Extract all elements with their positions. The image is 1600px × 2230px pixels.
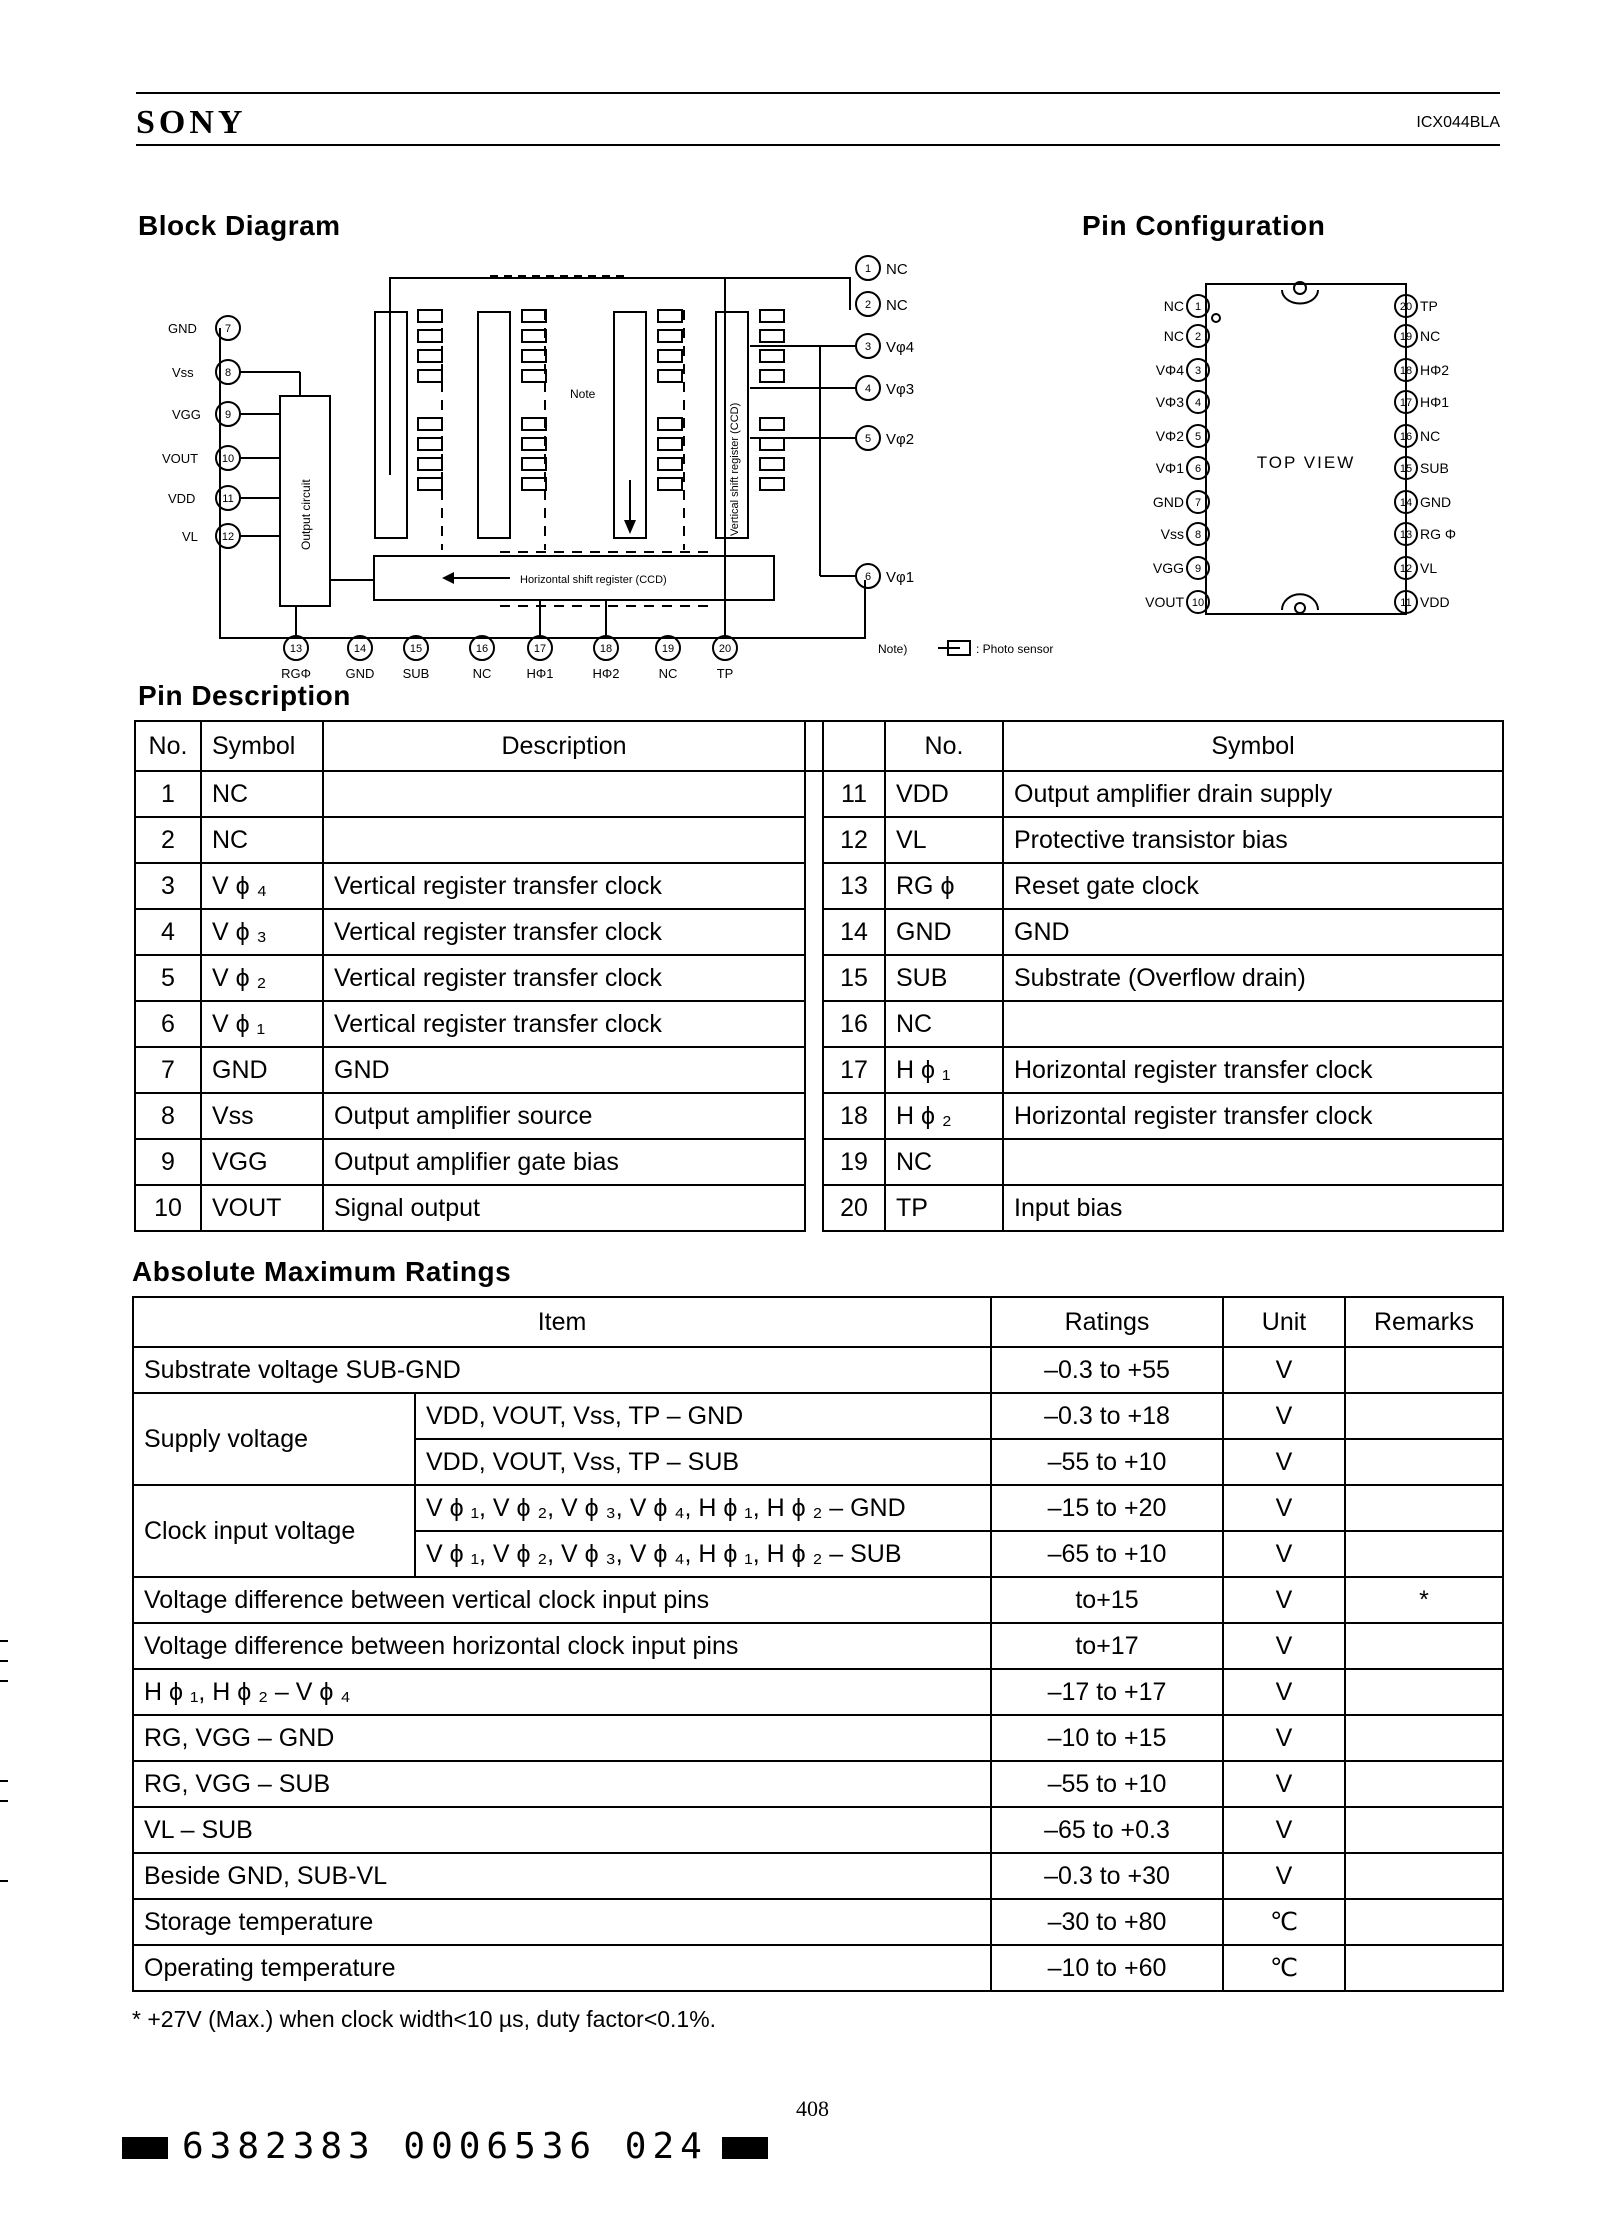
bd-right-pin-label: NC xyxy=(886,261,908,278)
rating-item: V ϕ ₁, V ϕ ₂, V ϕ ₃, V ϕ ₄, H ϕ ₁, H ϕ ₂ – GND xyxy=(415,1485,991,1531)
pin-symbol-cell: VL xyxy=(885,817,1003,863)
rating-value: –0.3 to +55 xyxy=(991,1347,1223,1393)
bd-pin-number: 5 xyxy=(864,433,872,445)
pin-description-table xyxy=(134,720,1504,1232)
pin-symbol-cell: GND xyxy=(201,1047,323,1093)
pc-pin-number: 17 xyxy=(1399,397,1413,409)
rating-unit: ℃ xyxy=(1223,1899,1345,1945)
brand-logo: SONY xyxy=(136,104,247,141)
table-row xyxy=(135,863,1503,909)
pin-symbol-cell: NC xyxy=(885,1139,1003,1185)
pc-left-pin-label: VΦ1 xyxy=(1155,460,1184,476)
rating-value: –15 to +20 xyxy=(991,1485,1223,1531)
table-row xyxy=(133,1485,1503,1531)
bd-pin-number: 18 xyxy=(599,643,613,655)
bd-left-pin-label: VGG xyxy=(172,407,201,422)
col-header xyxy=(823,721,885,771)
pin-description-cell: Horizontal register transfer clock xyxy=(1003,1047,1503,1093)
table-row xyxy=(135,1139,1503,1185)
table-row xyxy=(135,1001,1503,1047)
pc-right-pin-label: GND xyxy=(1420,494,1452,510)
pc-right-pin-label: NC xyxy=(1420,328,1441,344)
bd-pin-number: 17 xyxy=(533,643,547,655)
rating-unit: V xyxy=(1223,1347,1345,1393)
pc-right-pin-label: VDD xyxy=(1420,594,1450,610)
table-row xyxy=(133,1393,1503,1439)
table-row xyxy=(135,1185,1503,1231)
col-header: Remarks xyxy=(1345,1297,1503,1347)
pc-left-pin-label: NC xyxy=(1163,328,1184,344)
scan-mark xyxy=(0,1800,8,1802)
note-pointer-label: Note xyxy=(570,387,596,401)
rating-item: VL – SUB xyxy=(133,1807,991,1853)
scan-mark xyxy=(0,1780,8,1782)
pin-symbol-cell: V ϕ ₄ xyxy=(201,863,323,909)
pin-description-cell: Vertical register transfer clock xyxy=(323,863,805,909)
bd-bottom-pin-label: HΦ2 xyxy=(592,666,620,681)
pc-right-pin-label: SUB xyxy=(1420,460,1449,476)
bd-pin-number: 1 xyxy=(864,263,872,275)
scan-mark xyxy=(0,1660,8,1662)
pc-left-pin-label: VGG xyxy=(1152,560,1184,576)
col-header: Symbol xyxy=(201,721,323,771)
abs-max-table xyxy=(132,1296,1504,1992)
pin-number-cell: 19 xyxy=(823,1139,885,1185)
rating-value: –55 to +10 xyxy=(991,1761,1223,1807)
col-gap xyxy=(805,817,823,863)
header-rule-top xyxy=(136,92,1500,94)
pc-right-pin-label: HΦ1 xyxy=(1420,394,1450,410)
pc-pin-number: 4 xyxy=(1194,397,1202,409)
bd-left-pin-label: GND xyxy=(168,321,197,336)
table-row xyxy=(133,1715,1503,1761)
pc-pin-number: 16 xyxy=(1399,431,1413,443)
pin-symbol-cell: H ϕ ₁ xyxy=(885,1047,1003,1093)
bd-right-pin-label: Vφ3 xyxy=(886,381,915,398)
pc-pin-number: 5 xyxy=(1194,431,1202,443)
table-row xyxy=(135,1047,1503,1093)
table-header-row xyxy=(135,721,1503,771)
bd-pin-number: 11 xyxy=(222,493,234,505)
table-row xyxy=(133,1807,1503,1853)
col-gap xyxy=(805,955,823,1001)
pin-description-cell xyxy=(323,817,805,863)
pin-symbol-cell: VDD xyxy=(885,771,1003,817)
rating-unit: V xyxy=(1223,1393,1345,1439)
col-header: Item xyxy=(133,1297,991,1347)
table-row xyxy=(133,1347,1503,1393)
pin-description-cell: Output amplifier gate bias xyxy=(323,1139,805,1185)
pin-description-cell: Output amplifier source xyxy=(323,1093,805,1139)
bd-bottom-pin-label: GND xyxy=(345,666,375,681)
rating-remarks xyxy=(1345,1715,1503,1761)
bd-pin-number: 10 xyxy=(221,453,235,465)
rating-remarks xyxy=(1345,1531,1503,1577)
pin-config-title: Pin Configuration xyxy=(1082,210,1326,241)
bd-pin-number: 13 xyxy=(289,643,303,655)
pin-number-cell: 12 xyxy=(823,817,885,863)
bd-right-pin-label: NC xyxy=(886,297,908,314)
rating-group-label: Clock input voltage xyxy=(133,1485,415,1577)
pin-description-cell xyxy=(323,771,805,817)
pin-number-cell: 18 xyxy=(823,1093,885,1139)
pc-pin-number: 2 xyxy=(1194,331,1202,343)
pc-right-pin-label: TP xyxy=(1420,298,1438,314)
bd-bottom-pin-label: NC xyxy=(658,666,678,681)
pc-pin-number: 1 xyxy=(1194,301,1202,313)
bd-pin-number: 9 xyxy=(224,409,232,421)
output-circuit-label: Output circuit xyxy=(299,479,313,550)
rating-remarks xyxy=(1345,1347,1503,1393)
pin-symbol-cell: RG ϕ xyxy=(885,863,1003,909)
pc-right-pin-label: VL xyxy=(1420,560,1438,576)
pin-description-cell xyxy=(1003,1001,1503,1047)
rating-value: –10 to +15 xyxy=(991,1715,1223,1761)
pin-symbol-cell: VGG xyxy=(201,1139,323,1185)
scan-mark xyxy=(0,1880,8,1882)
pc-left-pin-label: NC xyxy=(1163,298,1184,314)
abs-max-title: Absolute Maximum Ratings xyxy=(132,1256,512,1287)
bd-pin-number: 3 xyxy=(864,341,872,353)
pc-pin-number: 18 xyxy=(1399,365,1413,377)
pin-symbol-cell: H ϕ ₂ xyxy=(885,1093,1003,1139)
pin-description-cell: Horizontal register transfer clock xyxy=(1003,1093,1503,1139)
bd-pin-number: 12 xyxy=(221,531,235,543)
pin-number-cell: 13 xyxy=(823,863,885,909)
rating-value: –30 to +80 xyxy=(991,1899,1223,1945)
bd-left-pin-label: VL xyxy=(182,529,198,544)
pin-symbol-cell: SUB xyxy=(885,955,1003,1001)
col-header: Symbol xyxy=(1003,721,1503,771)
pin-symbol-cell: VOUT xyxy=(201,1185,323,1231)
pc-left-pin-label: VΦ3 xyxy=(1155,394,1184,410)
rating-value: –17 to +17 xyxy=(991,1669,1223,1715)
pin-number-cell: 16 xyxy=(823,1001,885,1047)
pc-pin-number: 6 xyxy=(1194,463,1202,475)
footnote: * +27V (Max.) when clock width<10 µs, duty factor<0.1%. xyxy=(132,2006,717,2032)
rating-value: to+17 xyxy=(991,1623,1223,1669)
rating-value: –10 to +60 xyxy=(991,1945,1223,1991)
scan-mark xyxy=(0,1640,8,1642)
pc-left-pin-label: VΦ2 xyxy=(1155,428,1184,444)
pin-description-cell: Vertical register transfer clock xyxy=(323,1001,805,1047)
block-diagram-title: Block Diagram xyxy=(138,210,341,241)
rating-remarks xyxy=(1345,1623,1503,1669)
rating-remarks xyxy=(1345,1945,1503,1991)
table-row xyxy=(135,771,1503,817)
bd-pin-number: 16 xyxy=(475,643,489,655)
pc-pin-number: 13 xyxy=(1399,529,1413,541)
rating-value: –65 to +0.3 xyxy=(991,1807,1223,1853)
pin-description-cell: GND xyxy=(1003,909,1503,955)
pc-pin-number: 10 xyxy=(1191,597,1205,609)
rating-item: VDD, VOUT, Vss, TP – SUB xyxy=(415,1439,991,1485)
pin-symbol-cell: V ϕ ₁ xyxy=(201,1001,323,1047)
bd-right-pin-label: Vφ2 xyxy=(886,431,915,448)
table-row xyxy=(135,1093,1503,1139)
rating-unit: V xyxy=(1223,1623,1345,1669)
pc-pin-number: 7 xyxy=(1194,497,1202,509)
pc-left-pin-label: Vss xyxy=(1160,526,1184,542)
bd-pin-number: 6 xyxy=(864,571,872,583)
pin-symbol-cell: GND xyxy=(885,909,1003,955)
bd-right-pin-label: Vφ1 xyxy=(886,569,915,586)
col-gap xyxy=(805,1139,823,1185)
rating-item: Voltage difference between horizontal clock input pins xyxy=(133,1623,991,1669)
rating-remarks xyxy=(1345,1853,1503,1899)
col-header: Unit xyxy=(1223,1297,1345,1347)
header-rule-bottom xyxy=(136,144,1500,146)
pin-description-cell: Output amplifier drain supply xyxy=(1003,771,1503,817)
pin-description-cell xyxy=(1003,1139,1503,1185)
barcode-text: 6382383 0006536 024 xyxy=(182,2126,708,2167)
pin-description-cell: Signal output xyxy=(323,1185,805,1231)
col-header: No. xyxy=(885,721,1003,771)
bd-bottom-pin-label: RGΦ xyxy=(281,666,311,681)
pin-symbol-cell: NC xyxy=(201,817,323,863)
rating-value: –65 to +10 xyxy=(991,1531,1223,1577)
table-row xyxy=(135,909,1503,955)
rating-item: VDD, VOUT, Vss, TP – GND xyxy=(415,1393,991,1439)
part-number: ICX044BLA xyxy=(1416,114,1500,131)
block-diagram xyxy=(150,250,1110,690)
pin-number-cell: 1 xyxy=(135,771,201,817)
rating-unit: V xyxy=(1223,1577,1345,1623)
bd-pin-number: 15 xyxy=(409,643,423,655)
rating-value: –0.3 to +30 xyxy=(991,1853,1223,1899)
bd-bottom-pin-label: HΦ1 xyxy=(526,666,554,681)
pc-left-pin-label: VOUT xyxy=(1145,594,1184,610)
table-row xyxy=(135,955,1503,1001)
pin-symbol-cell: V ϕ ₃ xyxy=(201,909,323,955)
bd-bottom-pin-label: SUB xyxy=(402,666,430,681)
scan-mark xyxy=(0,1680,8,1682)
pin-number-cell: 11 xyxy=(823,771,885,817)
bd-left-pin-label: VOUT xyxy=(162,451,199,466)
note-legend: : Photo sensor xyxy=(976,642,1054,656)
rating-item: Beside GND, SUB-VL xyxy=(133,1853,991,1899)
barcode-block-left xyxy=(122,2137,168,2159)
pin-symbol-cell: V ϕ ₂ xyxy=(201,955,323,1001)
horizontal-register-label: Horizontal shift register (CCD) xyxy=(520,574,667,586)
pin-description-cell: Substrate (Overflow drain) xyxy=(1003,955,1503,1001)
rating-unit: V xyxy=(1223,1439,1345,1485)
rating-unit: V xyxy=(1223,1807,1345,1853)
col-gap xyxy=(805,1093,823,1139)
rating-unit: V xyxy=(1223,1531,1345,1577)
pin-description-title: Pin Description xyxy=(138,680,351,711)
pc-pin-number: 8 xyxy=(1194,529,1202,541)
bd-pin-number: 2 xyxy=(864,299,872,311)
pin-description-cell: GND xyxy=(323,1047,805,1093)
col-gap xyxy=(805,909,823,955)
pc-pin-number: 15 xyxy=(1399,463,1413,475)
pin-number-cell: 15 xyxy=(823,955,885,1001)
rating-unit: V xyxy=(1223,1669,1345,1715)
page-number: 408 xyxy=(796,2096,829,2121)
pin-number-cell: 14 xyxy=(823,909,885,955)
barcode xyxy=(108,2126,782,2167)
table-row xyxy=(133,1623,1503,1669)
pin-symbol-cell: NC xyxy=(201,771,323,817)
bd-pin-number: 7 xyxy=(224,323,232,335)
pc-right-pin-label: NC xyxy=(1420,428,1441,444)
bd-bottom-pin-label: NC xyxy=(472,666,492,681)
pin-number-cell: 20 xyxy=(823,1185,885,1231)
rating-item: Substrate voltage SUB-GND xyxy=(133,1347,991,1393)
rating-group-label: Supply voltage xyxy=(133,1393,415,1485)
pin-config-diagram xyxy=(1110,270,1510,630)
pin-number-cell: 7 xyxy=(135,1047,201,1093)
pc-pin-number: 19 xyxy=(1399,331,1413,343)
pin-symbol-cell: TP xyxy=(885,1185,1003,1231)
pc-pin-number: 20 xyxy=(1399,301,1413,313)
pin-number-cell: 3 xyxy=(135,863,201,909)
pin-number-cell: 8 xyxy=(135,1093,201,1139)
pin-number-cell: 9 xyxy=(135,1139,201,1185)
pc-pin-number: 14 xyxy=(1399,497,1413,509)
rating-unit: V xyxy=(1223,1761,1345,1807)
col-gap xyxy=(805,1185,823,1231)
pc-pin-number: 11 xyxy=(1400,597,1412,609)
vertical-register-label: Vertical shift register (CCD) xyxy=(729,402,741,536)
pin-description-cell: Input bias xyxy=(1003,1185,1503,1231)
pin-number-cell: 10 xyxy=(135,1185,201,1231)
rating-unit: V xyxy=(1223,1715,1345,1761)
bd-bottom-pin-label: TP xyxy=(716,666,734,681)
pin-description-cell: Protective transistor bias xyxy=(1003,817,1503,863)
rating-item: RG, VGG – GND xyxy=(133,1715,991,1761)
rating-value: –0.3 to +18 xyxy=(991,1393,1223,1439)
pc-pin-number: 9 xyxy=(1194,563,1202,575)
rating-item: Storage temperature xyxy=(133,1899,991,1945)
col-header: No. xyxy=(135,721,201,771)
bd-pin-number: 19 xyxy=(661,643,675,655)
rating-remarks xyxy=(1345,1485,1503,1531)
top-view-label: TOP VIEW xyxy=(1256,453,1356,472)
bd-right-pin-label: Vφ4 xyxy=(886,339,915,356)
rating-item: Operating temperature xyxy=(133,1945,991,1991)
table-row xyxy=(133,1761,1503,1807)
rating-item: V ϕ ₁, V ϕ ₂, V ϕ ₃, V ϕ ₄, H ϕ ₁, H ϕ ₂ – SUB xyxy=(415,1531,991,1577)
table-row xyxy=(135,817,1503,863)
rating-remarks xyxy=(1345,1761,1503,1807)
rating-item: H ϕ ₁, H ϕ ₂ – V ϕ ₄ xyxy=(133,1669,991,1715)
bd-pin-number: 8 xyxy=(224,367,232,379)
pin-symbol-cell: NC xyxy=(885,1001,1003,1047)
note-text: Note) xyxy=(878,642,908,656)
bd-left-pin-label: Vss xyxy=(172,365,194,380)
pin-description-cell: Vertical register transfer clock xyxy=(323,909,805,955)
col-header: Ratings xyxy=(991,1297,1223,1347)
pin-number-cell: 5 xyxy=(135,955,201,1001)
rating-remarks xyxy=(1345,1439,1503,1485)
pc-left-pin-label: VΦ4 xyxy=(1155,362,1184,378)
bd-pin-number: 4 xyxy=(864,383,872,395)
pin-number-cell: 6 xyxy=(135,1001,201,1047)
rating-unit: V xyxy=(1223,1853,1345,1899)
table-row xyxy=(133,1945,1503,1991)
pin-symbol-cell: Vss xyxy=(201,1093,323,1139)
pin-number-cell: 17 xyxy=(823,1047,885,1093)
rating-remarks xyxy=(1345,1393,1503,1439)
bd-pin-number: 20 xyxy=(718,643,732,655)
pin-number-cell: 4 xyxy=(135,909,201,955)
col-gap xyxy=(805,771,823,817)
pin-number-cell: 2 xyxy=(135,817,201,863)
table-row xyxy=(133,1853,1503,1899)
pc-left-pin-label: GND xyxy=(1152,494,1184,510)
pc-pin-number: 3 xyxy=(1194,365,1202,377)
rating-item: RG, VGG – SUB xyxy=(133,1761,991,1807)
table-row xyxy=(133,1669,1503,1715)
pc-right-pin-label: RG Φ xyxy=(1420,526,1457,542)
col-gap xyxy=(805,721,823,771)
rating-remarks xyxy=(1345,1669,1503,1715)
bd-pin-number: 14 xyxy=(353,643,367,655)
barcode-block-right xyxy=(722,2137,768,2159)
rating-unit: V xyxy=(1223,1485,1345,1531)
col-gap xyxy=(805,863,823,909)
rating-unit: ℃ xyxy=(1223,1945,1345,1991)
rating-item: Voltage difference between vertical clock input pins xyxy=(133,1577,991,1623)
rating-remarks xyxy=(1345,1807,1503,1853)
col-header: Description xyxy=(323,721,805,771)
rating-remarks: * xyxy=(1345,1577,1503,1623)
table-row xyxy=(133,1899,1503,1945)
pc-right-pin-label: HΦ2 xyxy=(1420,362,1450,378)
rating-value: to+15 xyxy=(991,1577,1223,1623)
pin-description-cell: Vertical register transfer clock xyxy=(323,955,805,1001)
col-gap xyxy=(805,1047,823,1093)
pc-pin-number: 12 xyxy=(1399,563,1413,575)
col-gap xyxy=(805,1001,823,1047)
table-header-row xyxy=(133,1297,1503,1347)
bd-left-pin-label: VDD xyxy=(168,491,196,506)
table-row xyxy=(133,1577,1503,1623)
rating-remarks xyxy=(1345,1899,1503,1945)
pin-description-cell: Reset gate clock xyxy=(1003,863,1503,909)
rating-value: –55 to +10 xyxy=(991,1439,1223,1485)
